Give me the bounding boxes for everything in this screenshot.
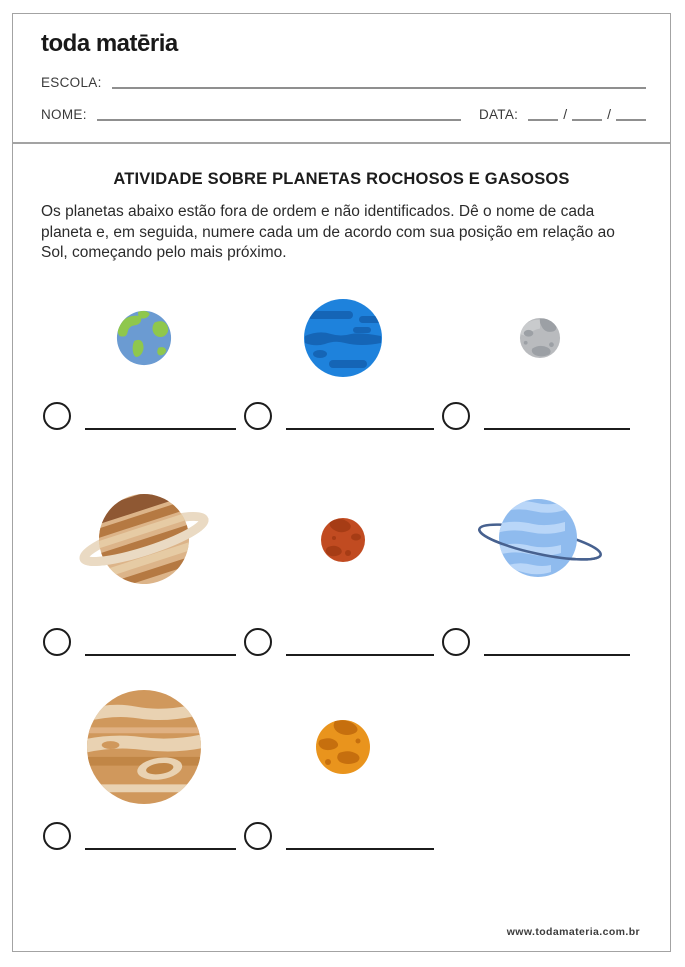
answer-blank-1	[43, 394, 244, 430]
date-year-line[interactable]	[616, 105, 646, 121]
planet-cell-jupiter	[43, 680, 244, 850]
name-line[interactable]	[85, 412, 236, 430]
instructions-text: Os planetas abaixo estão fora de ordem e não identificados. Dê o nome de cada planeta e, em seguida, numere cada um de acordo com sua posição em relação ao Sol, começando pelo mais próximo.	[41, 203, 615, 262]
order-circle[interactable]	[442, 402, 470, 430]
order-circle[interactable]	[43, 628, 71, 656]
answer-blank-8	[244, 814, 442, 850]
date-day-line[interactable]	[528, 105, 558, 121]
order-circle[interactable]	[43, 822, 71, 850]
name-line[interactable]	[484, 638, 630, 656]
name-line[interactable]	[484, 412, 630, 430]
name-input-line[interactable]	[97, 105, 461, 121]
website-url: www.todamateria.com.br	[506, 926, 640, 938]
order-circle[interactable]	[442, 628, 470, 656]
planet-row-2	[13, 460, 670, 656]
planet-cell-mars	[244, 460, 442, 656]
jupiter-icon	[85, 688, 203, 806]
date-slash: /	[607, 106, 611, 122]
answer-blank-6	[442, 620, 638, 656]
planet-cell-earth	[43, 282, 244, 430]
venus-icon	[315, 719, 371, 775]
name-line[interactable]	[85, 638, 236, 656]
order-circle[interactable]	[244, 822, 272, 850]
answer-blank-3	[442, 394, 638, 430]
saturn-icon	[59, 475, 229, 605]
worksheet-body	[12, 143, 671, 952]
name-line[interactable]	[286, 832, 434, 850]
name-line[interactable]	[286, 638, 434, 656]
planet-cell-venus	[244, 680, 442, 850]
name-line[interactable]	[286, 412, 434, 430]
neptune-icon	[303, 298, 383, 378]
answer-blank-7	[43, 814, 244, 850]
date-month-line[interactable]	[572, 105, 602, 121]
empty-cell	[442, 680, 638, 850]
school-field-row	[41, 73, 646, 90]
name-label: NOME:	[41, 107, 87, 122]
planet-row-1	[13, 282, 670, 430]
planet-cell-uranus	[442, 460, 638, 656]
planet-cell-mercury	[442, 282, 638, 430]
planet-cell-saturn	[43, 460, 244, 656]
mercury-icon	[519, 317, 561, 359]
date-slash: /	[563, 106, 568, 122]
mars-icon	[320, 517, 366, 563]
earth-icon	[115, 309, 173, 367]
answer-blank-5	[244, 620, 442, 656]
order-circle[interactable]	[43, 402, 71, 430]
uranus-icon	[465, 480, 615, 600]
worksheet-title: ATIVIDADE SOBRE PLANETAS ROCHOSOS E GASOSOS	[113, 170, 570, 188]
answer-blank-4	[43, 620, 244, 656]
school-input-line[interactable]	[112, 73, 646, 89]
planet-row-3	[13, 680, 670, 850]
header	[12, 13, 671, 143]
date-label: DATA:	[478, 107, 519, 122]
answer-blank-2	[244, 394, 442, 430]
planet-cell-neptune	[244, 282, 442, 430]
order-circle[interactable]	[244, 402, 272, 430]
name-date-field-row	[41, 105, 646, 122]
order-circle[interactable]	[244, 628, 272, 656]
school-label: ESCOLA:	[41, 75, 102, 90]
name-line[interactable]	[85, 832, 236, 850]
brand-logo: toda matēria	[41, 30, 178, 57]
